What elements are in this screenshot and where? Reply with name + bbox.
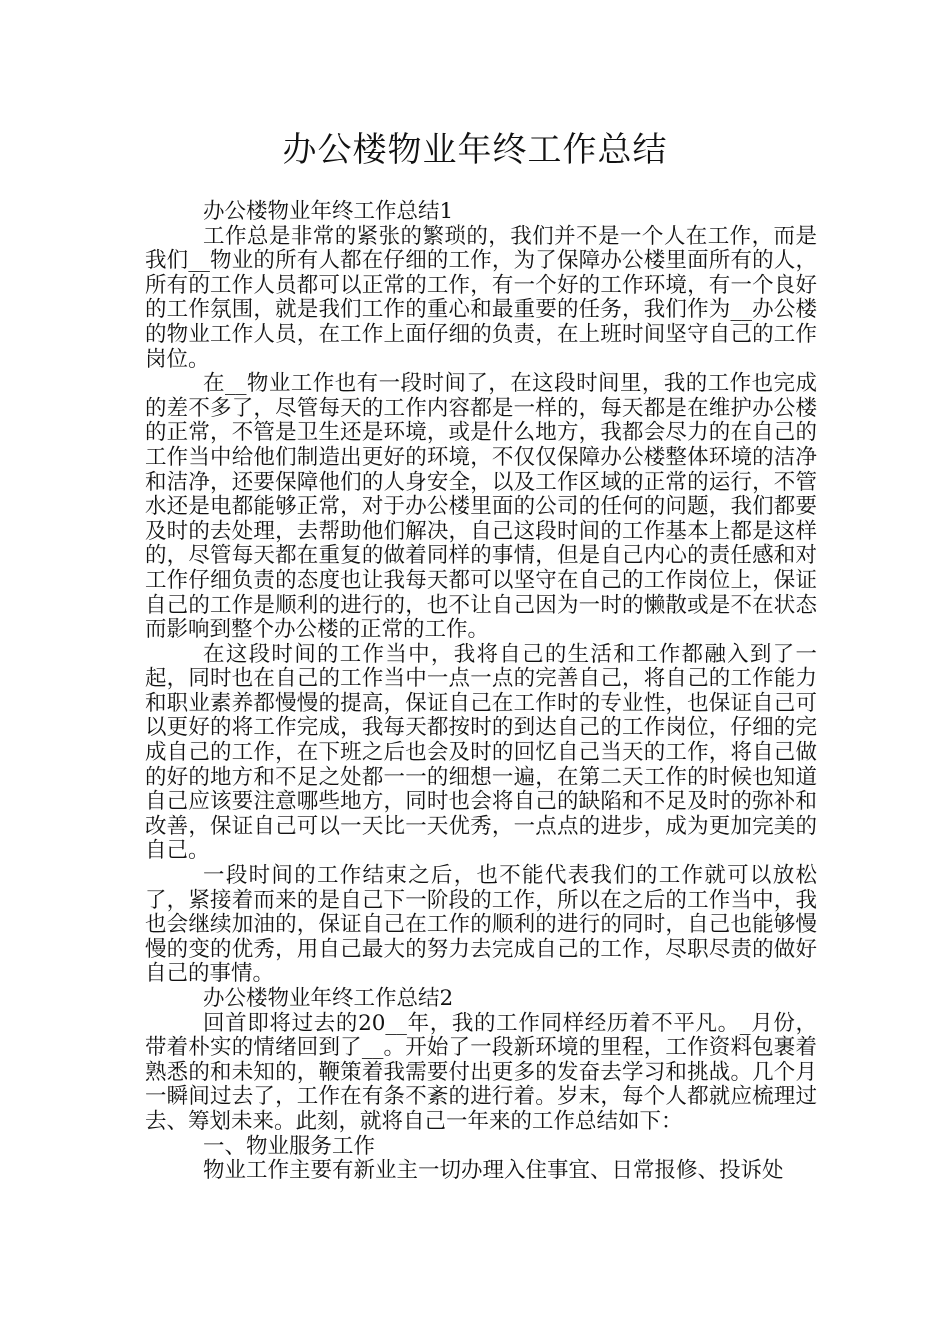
paragraph: 回首即将过去的20__年，我的工作同样经历着不平凡。_月份，带着朴实的情绪回到了__。开始了一段新环境的里程，工作资料包裹着熟悉的和未知的，鞭策着我需要付出更多的发奋去学习和挑战。几个月一瞬间过去了，工作在有条不紊的进行着。岁末，每个人都就应梳理过去、筹划未来。此刻，就将自己一年来的工作总结如下： bbox=[145, 1010, 817, 1134]
section-heading-2: 办公楼物业年终工作总结2 bbox=[203, 986, 454, 1011]
section-heading-1: 办公楼物业年终工作总结1 bbox=[203, 199, 454, 224]
subsection-heading: 一、物业服务工作 bbox=[203, 1133, 376, 1159]
paragraph: 在__物业工作也有一段时间了，在这段时间里，我的工作也完成的差不多了，尽管每天的工作内容都是一样的，每天都是在维护办公楼的正常，不管是卫生还是环境，或是什么地方，我都会尽力的在自己的工作当中给他们制造出更好的环境，不仅仅保障办公楼整体环境的洁净和洁净，还要保障他们的人身安全，以及工作区域的正常的运行，不管水还是电都能够正常，对于办公楼里面的公司的任何的问题，我们都要及时的去处理，去帮助他们解决，自己这段时间的工作基本上都是这样的，尽管每天都在重复的做着同样的事情，但是自己内心的责任感和对工作仔细负责的态度也让我每天都可以坚守在自己的工作岗位上，保证自己的工作是顺利的进行的，也不让自己因为一时的懒散或是不在状态而影响到整个办公楼的正常的工作。 bbox=[145, 371, 817, 643]
paragraph: 物业工作主要有新业主一切办理入住事宜、日常报修、投诉处 bbox=[203, 1158, 784, 1184]
paragraph: 在这段时间的工作当中，我将自己的生活和工作都融入到了一起，同时也在自己的工作当中一点一点的完善自己，将自己的工作能力和职业素养都慢慢的提高，保证自己在工作时的专业性，也保证自己可以更好的将工作完成，我每天都按时的到达自己的工作岗位，仔细的完成自己的工作，在下班之后也会及时的回忆自己当天的工作，将自己做的好的地方和不足之处都一一的细想一遍，在第二天工作的时候也知道自己应该要注意哪些地方，同时也会将自己的缺陷和不足及时的弥补和改善，保证自己可以一天比一天优秀，一点点的进步，成为更加完美的自己。 bbox=[145, 641, 817, 864]
document-title: 办公楼物业年终工作总结 bbox=[282, 130, 668, 170]
paragraph: 工作总是非常的紧张的繁琐的，我们并不是一个人在工作，而是我们__物业的所有人都在仔细的工作，为了保障办公楼里面所有的人，所有的工作人员都可以正常的工作，有一个好的工作环境，有一个良好的工作氛围，就是我们工作的重心和最重要的任务，我们作为__办公楼的物业工作人员，在工作上面仔细的负责，在上班时间坚守自己的工作岗位。 bbox=[145, 223, 817, 372]
document-body bbox=[145, 200, 817, 1184]
paragraph: 一段时间的工作结束之后，也不能代表我们的工作就可以放松了，紧接着而来的是自己下一阶段的工作，所以在之后的工作当中，我也会继续加油的，保证自己在工作的顺利的进行的同时，自己也能够慢慢的变的优秀，用自己最大的努力去完成自己的工作，尽职尽责的做好自己的事情。 bbox=[145, 863, 817, 987]
